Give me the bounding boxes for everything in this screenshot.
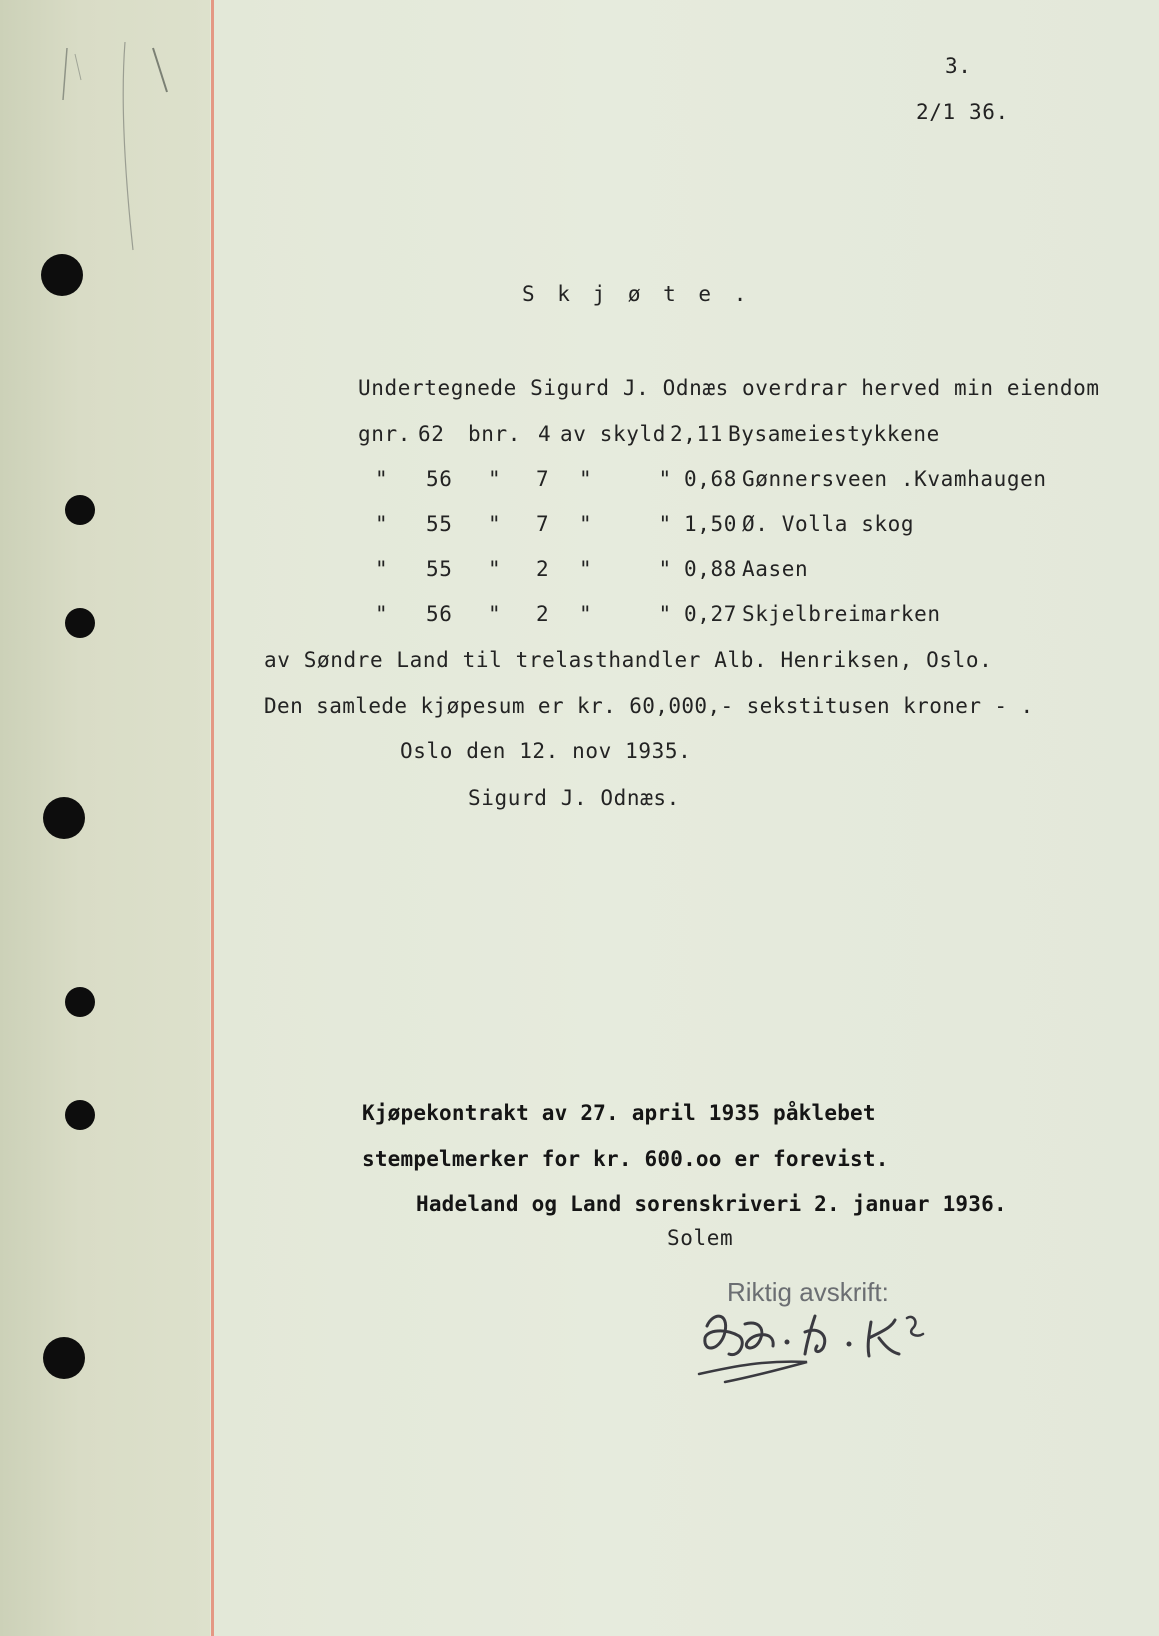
bnr-value: 7 <box>536 512 550 536</box>
place-date: Oslo den 12. nov 1935. <box>400 739 692 763</box>
binding-scratch-marks <box>55 40 195 270</box>
row-prefix: " <box>375 557 389 581</box>
bnr-label: bnr. <box>468 422 521 446</box>
document-title: S k j ø t e . <box>522 282 752 306</box>
bnr-label: " <box>488 467 502 491</box>
row-prefix: " <box>375 602 389 626</box>
property-name: Skjelbreimarken <box>742 602 941 626</box>
skyld-value: 0,88 <box>684 557 737 581</box>
skyld-label: " " <box>579 557 672 581</box>
property-name: Aasen <box>742 557 809 581</box>
gnr-value: 56 <box>426 602 453 626</box>
gnr-value: 55 <box>426 557 453 581</box>
bnr-label: " <box>488 602 502 626</box>
skyld-label: av skyld <box>560 422 666 446</box>
registration-line-4: Solem <box>667 1226 734 1250</box>
row-prefix: " <box>375 467 389 491</box>
registration-line-1: Kjøpekontrakt av 27. april 1935 påklebet <box>362 1101 876 1125</box>
bnr-value: 7 <box>536 467 550 491</box>
bnr-value: 4 <box>538 422 552 446</box>
row-prefix: " <box>375 512 389 536</box>
bnr-value: 2 <box>536 557 550 581</box>
margin-line <box>211 0 214 1636</box>
skyld-label: " " <box>579 467 672 491</box>
registration-line-2: stempelmerker for kr. 600.oo er forevist. <box>362 1147 889 1171</box>
punch-hole-1 <box>41 254 83 296</box>
punch-hole-3 <box>65 608 95 638</box>
price-line: Den samlede kjøpesum er kr. 60,000,- sekstitusen kroner - . <box>264 694 1034 718</box>
bnr-label: " <box>488 557 502 581</box>
copy-certified-stamp: Riktig avskrift: <box>727 1277 889 1307</box>
property-name: Gønnersveen .Kvamhaugen <box>742 467 1047 491</box>
registration-line-3: Hadeland og Land sorenskriveri 2. januar 1936. <box>416 1192 1007 1216</box>
skyld-value: 2,11 <box>670 422 723 446</box>
gnr-value: 56 <box>426 467 453 491</box>
bnr-value: 2 <box>536 602 550 626</box>
punch-hole-2 <box>65 495 95 525</box>
punch-hole-5 <box>65 987 95 1017</box>
property-name: Bysameiestykkene <box>728 422 940 446</box>
row-prefix: gnr. <box>358 422 411 446</box>
gnr-value: 62 <box>418 422 445 446</box>
property-name: Ø. Volla skog <box>742 512 915 536</box>
punch-hole-4 <box>43 797 85 839</box>
date-mark: 2/1 36. <box>916 100 1009 124</box>
skyld-value: 0,27 <box>684 602 737 626</box>
buyer-line: av Søndre Land til trelasthandler Alb. Henriksen, Oslo. <box>264 648 993 672</box>
skyld-label: " " <box>579 512 672 536</box>
intro-line: Undertegnede Sigurd J. Odnæs overdrar herved min eiendom <box>358 376 1100 400</box>
page-number: 3. <box>945 54 972 78</box>
skyld-value: 0,68 <box>684 467 737 491</box>
bnr-label: " <box>488 512 502 536</box>
punch-hole-7 <box>43 1337 85 1379</box>
skyld-label: " " <box>579 602 672 626</box>
skyld-value: 1,50 <box>684 512 737 536</box>
gnr-value: 55 <box>426 512 453 536</box>
handwritten-signature <box>695 1302 975 1402</box>
punch-hole-6 <box>65 1100 95 1130</box>
signatory-name: Sigurd J. Odnæs. <box>468 786 680 810</box>
